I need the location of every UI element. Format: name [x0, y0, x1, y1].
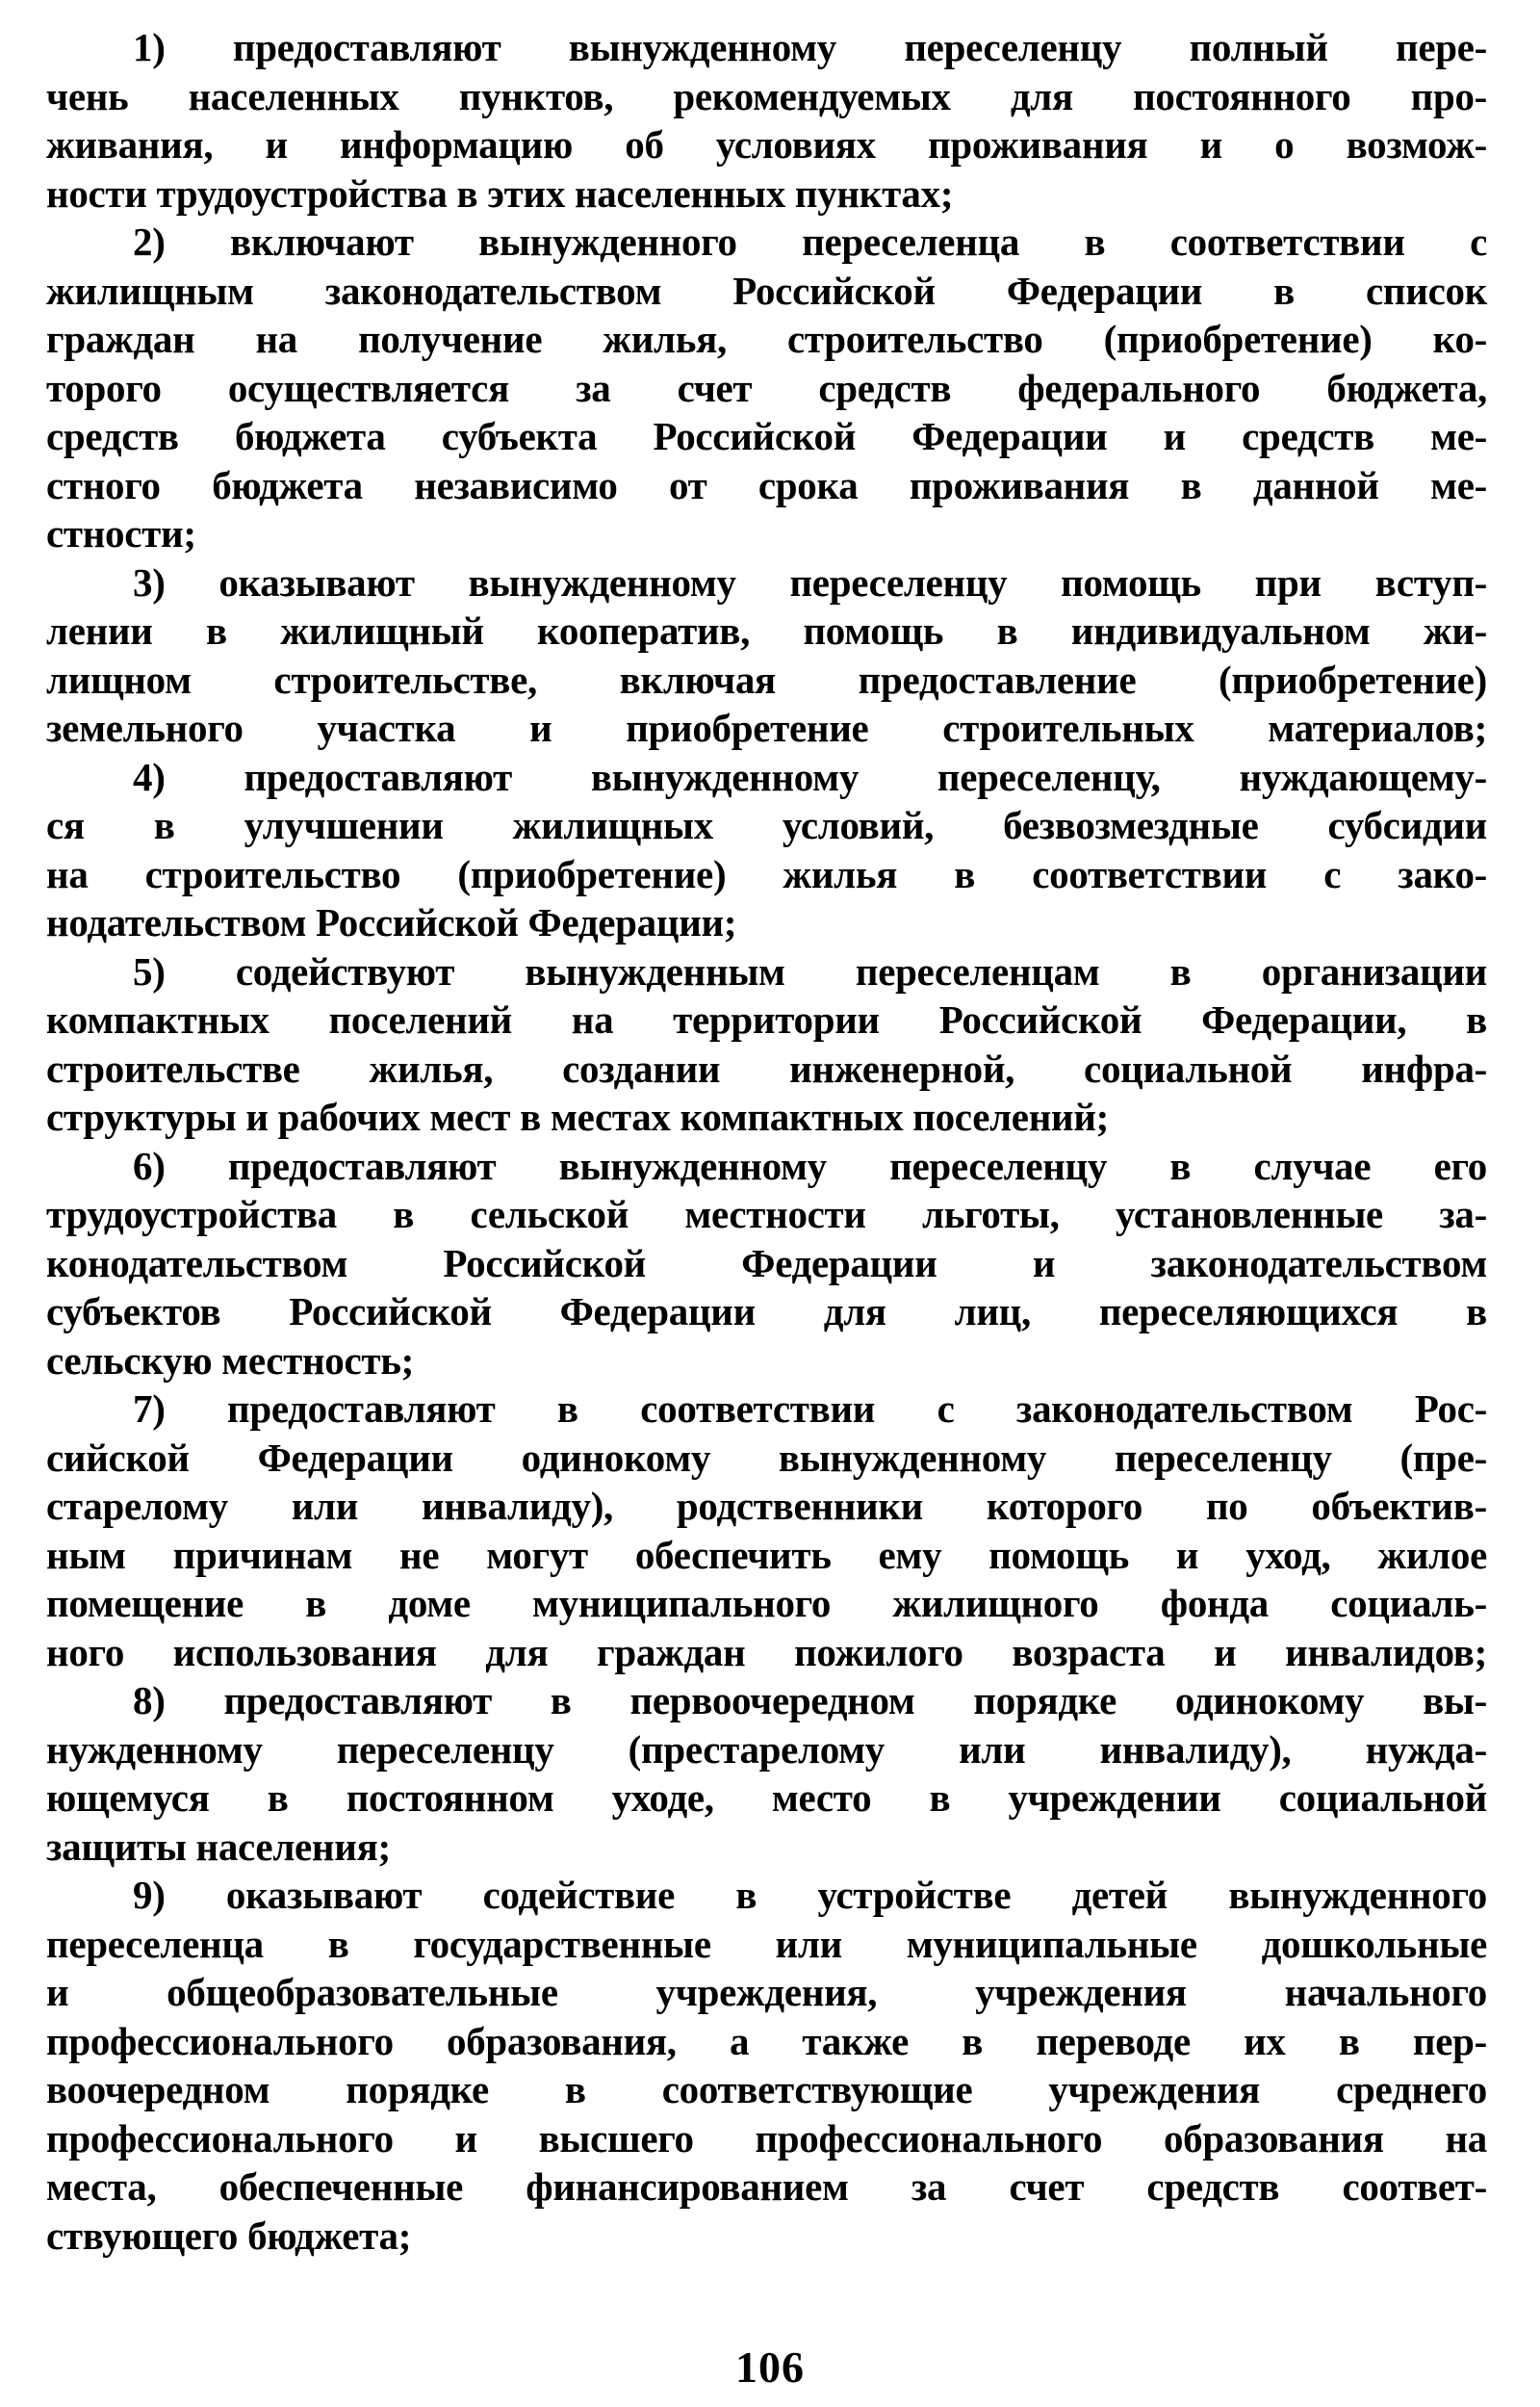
text-line: трудоустройства в сельской местности льготы, установленные за-: [46, 1192, 1487, 1236]
text-line: чень населенных пунктов, рекомендуемых для постоянного про-: [46, 73, 1487, 118]
text-line: стности;: [46, 511, 196, 556]
text-line: компактных поселений на территории Российской Федерации, в: [46, 997, 1487, 1042]
text-line: места, обеспеченные финансированием за счет средств соответ-: [46, 2164, 1487, 2209]
text-line: помещение в доме муниципального жилищного фонда социаль-: [46, 1581, 1487, 1625]
text-line: профессионального образования, а также в переводе их в пер-: [46, 2018, 1487, 2063]
text-line: живания, и информацию об условиях проживания и о возмож-: [46, 122, 1487, 167]
text-line: ющемуся в постоянном уходе, место в учреждении социальной: [46, 1775, 1487, 1820]
list-item-5: [46, 947, 1487, 1142]
text-line: ности трудоустройства в этих населенных пунктах;: [46, 170, 954, 216]
text-line: сельскую местность;: [46, 1337, 414, 1383]
text-line: 1) предоставляют вынужденному переселенцу полный пере-: [133, 25, 1487, 69]
text-line: средств бюджета субъекта Российской Федерации и средств ме-: [46, 414, 1487, 458]
text-line: торого осуществляется за счет средств федерального бюджета,: [46, 365, 1487, 410]
text-line: нужденному переселенцу (престарелому или инвалиду), нужда-: [46, 1726, 1487, 1772]
text-line: 3) оказывают вынужденному переселенцу помощь при вступ-: [133, 559, 1487, 605]
text-line: жилищным законодательством Российской Федерации в список: [46, 268, 1487, 313]
list-item-6: [46, 1142, 1487, 1385]
text-line: строительстве жилья, создании инженерной, социальной инфра-: [46, 1046, 1487, 1091]
text-line: 6) предоставляют вынужденному переселенцу в случае его: [133, 1143, 1487, 1188]
text-block: [46, 23, 1487, 2260]
text-line: воочередном порядке в соответствующие учреждения среднего: [46, 2067, 1487, 2111]
text-line: ного использования для граждан пожилого возраста и инвалидов;: [46, 1629, 1487, 1674]
text-line: ся в улучшении жилищных условий, безвозмездные субсидии: [46, 803, 1487, 847]
list-item-1: [46, 23, 1487, 218]
text-line: 2) включают вынужденного переселенца в соответствии с: [133, 220, 1487, 264]
text-line: 5) содействуют вынужденным переселенцам в организации: [133, 948, 1487, 994]
text-line: ным причинам не могут обеспечить ему помощь и уход, жилое: [46, 1532, 1487, 1577]
text-line: структуры и рабочих мест в местах компактных поселений;: [46, 1095, 1110, 1139]
text-line: 7) предоставляют в соответствии с законодательством Рос-: [133, 1386, 1487, 1431]
text-line: 9) оказывают содействие в устройстве детей вынужденного: [133, 1873, 1487, 1917]
text-line: на строительство (приобретение) жилья в соответствии с зако-: [46, 851, 1487, 896]
list-item-9: [46, 1871, 1487, 2260]
text-line: граждан на получение жилья, строительство (приобретение) ко-: [46, 317, 1487, 361]
text-line: земельного участка и приобретение строительных материалов;: [46, 706, 1487, 750]
text-line: нодательством Российской Федерации;: [46, 900, 737, 945]
text-line: субъектов Российской Федерации для лиц, переселяющихся в: [46, 1289, 1487, 1333]
text-line: лении в жилищный кооператив, помощь в индивидуальном жи-: [46, 608, 1487, 653]
text-line: переселенца в государственные или муниципальные дошкольные: [46, 1921, 1487, 1966]
text-line: конодательством Российской Федерации и законодательством: [46, 1240, 1487, 1285]
text-line: стного бюджета независимо от срока проживания в данной ме-: [46, 462, 1487, 507]
text-line: 8) предоставляют в первоочередном порядке одинокому вы-: [133, 1678, 1487, 1722]
page-number: 106: [735, 2342, 805, 2392]
list-item-3: [46, 558, 1487, 753]
text-line: ствующего бюджета;: [46, 2213, 412, 2258]
text-line: лищном строительстве, включая предоставление (приобретение): [46, 657, 1487, 702]
text-line: и общеобразовательные учреждения, учреждения начального: [46, 1970, 1487, 2014]
text-line: 4) предоставляют вынужденному переселенцу, нуждающему-: [133, 754, 1487, 799]
list-item-7: [46, 1385, 1487, 1676]
list-item-4: [46, 753, 1487, 947]
text-line: старелому или инвалиду), родственники которого по объектив-: [46, 1484, 1487, 1528]
text-line: защиты населения;: [46, 1824, 391, 1869]
text-line: профессионального и высшего профессионального образования на: [46, 2115, 1487, 2161]
text-line: сийской Федерации одинокому вынужденному переселенцу (пре-: [46, 1435, 1487, 1480]
list-item-2: [46, 218, 1487, 558]
list-item-8: [46, 1676, 1487, 1871]
